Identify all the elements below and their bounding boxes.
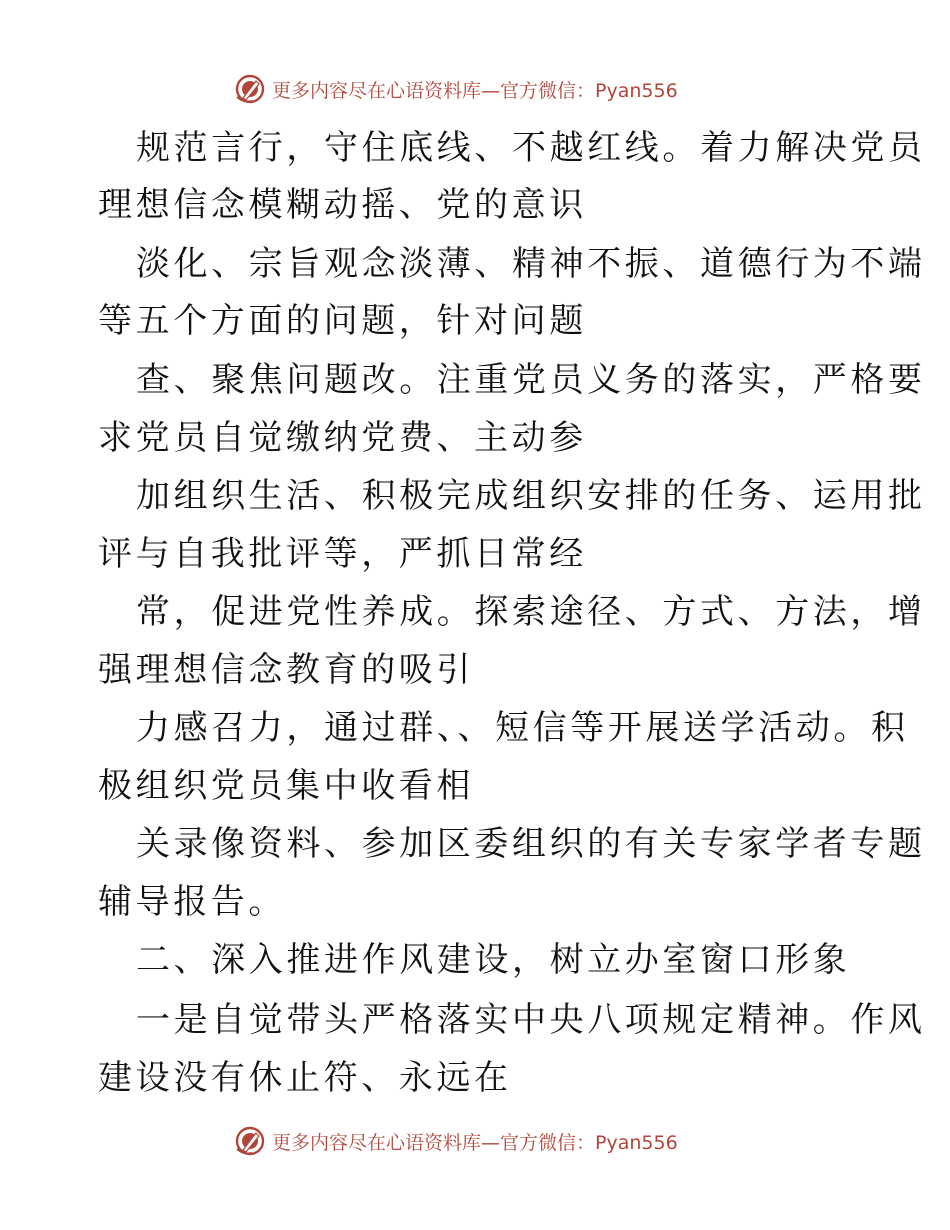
header-wechat-id: Pyan556 bbox=[595, 79, 678, 102]
body-line: 求党员自觉缴纳党费、主动参 bbox=[98, 418, 587, 458]
body-line: 评与自我批评等，严抓日常经 bbox=[98, 534, 587, 574]
header-wechat-label: 官方微信： bbox=[500, 79, 596, 102]
footer-wechat-label: 官方微信： bbox=[500, 1131, 596, 1154]
body-line: 极组织党员集中收看相 bbox=[98, 766, 474, 806]
body-line: 一是自觉带头严格落实中央八项规定精神。作风 bbox=[136, 1000, 926, 1040]
body-line: 辅导报告。 bbox=[98, 882, 286, 922]
section-heading: 二、深入推进作风建设，树立办室窗口形象 bbox=[136, 940, 851, 980]
footer-watermark-text bbox=[272, 1128, 678, 1155]
body-line: 加组织生活、积极完成组织安排的任务、运用批 bbox=[136, 476, 926, 516]
pen-logo-icon bbox=[234, 73, 266, 105]
body-line: 理想信念模糊动摇、党的意识 bbox=[98, 185, 587, 225]
body-line: 关录像资料、参加区委组织的有关专家学者专题 bbox=[136, 824, 926, 864]
header-watermark-text bbox=[272, 76, 678, 103]
body-line: 等五个方面的问题，针对问题 bbox=[98, 301, 587, 341]
body-line: 规范言行，守住底线、不越红线。着力解决党员 bbox=[136, 128, 926, 168]
body-line: 常，促进党性养成。探索途径、方式、方法，增 bbox=[136, 592, 926, 632]
footer-separator: — bbox=[481, 1131, 501, 1154]
body-line: 淡化、宗旨观念淡薄、精神不振、道德行为不端 bbox=[136, 244, 926, 284]
body-line: 查、聚焦问题改。注重党员义务的落实，严格要 bbox=[136, 360, 926, 400]
body-line: 力感召力，通过群、、短信等开展送学活动。积 bbox=[136, 708, 909, 748]
pen-logo-icon bbox=[234, 1125, 266, 1157]
header-watermark bbox=[234, 72, 714, 106]
footer-brand: 更多内容尽在心语资料库 bbox=[272, 1131, 482, 1154]
header-separator: — bbox=[481, 79, 501, 102]
header-brand: 更多内容尽在心语资料库 bbox=[272, 79, 482, 102]
footer-wechat-id: Pyan556 bbox=[595, 1131, 678, 1154]
body-line: 建设没有休止符、永远在 bbox=[98, 1058, 512, 1098]
footer-watermark bbox=[234, 1124, 714, 1158]
body-line: 强理想信念教育的吸引 bbox=[98, 650, 474, 690]
